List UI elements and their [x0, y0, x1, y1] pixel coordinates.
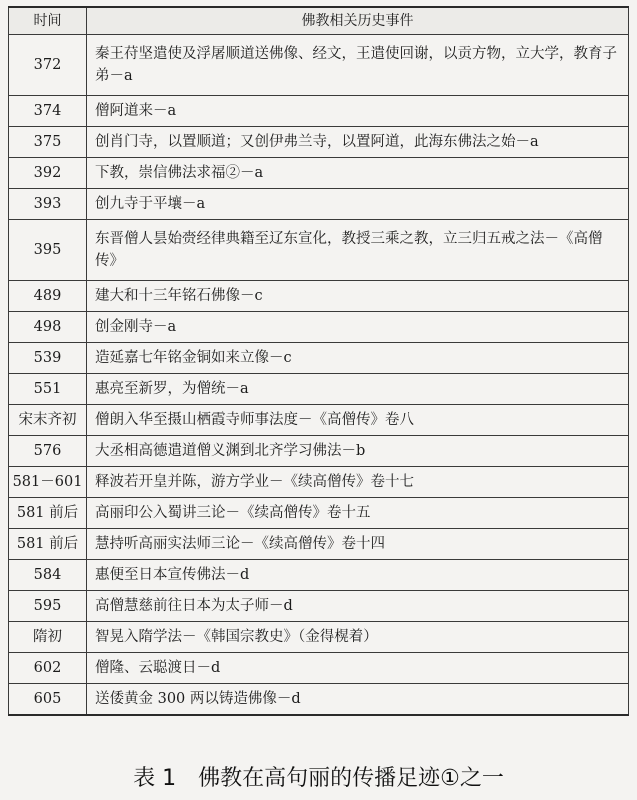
event-cell: 僧阿道来－a — [87, 96, 629, 127]
table-row — [9, 96, 629, 127]
time-cell: 581 前后 — [9, 529, 87, 560]
time-cell: 宋末齐初 — [9, 405, 87, 436]
table-row — [9, 405, 629, 436]
time-cell: 隋初 — [9, 622, 87, 653]
table-row — [9, 374, 629, 405]
table-caption: 表 1 佛教在高句丽的传播足迹①之一 — [133, 766, 504, 791]
event-cell: 大丞相高德遣道僧义渊到北齐学习佛法－b — [87, 436, 629, 467]
table-row — [9, 127, 629, 158]
time-cell: 374 — [9, 96, 87, 127]
buddhism-events-table — [8, 6, 629, 716]
table-row — [9, 467, 629, 498]
event-cell: 惠便至日本宣传佛法－d — [87, 560, 629, 591]
time-cell: 489 — [9, 281, 87, 312]
event-cell: 释波若开皇并陈，游方学业－《续高僧传》卷十七 — [87, 467, 629, 498]
time-cell: 372 — [9, 35, 87, 96]
table-row — [9, 560, 629, 591]
time-cell: 595 — [9, 591, 87, 622]
time-cell: 393 — [9, 189, 87, 220]
time-cell: 576 — [9, 436, 87, 467]
table-row — [9, 498, 629, 529]
table-row — [9, 653, 629, 684]
event-cell: 创肖门寺，以置顺道；又创伊弗兰寺，以置阿道，此海东佛法之始－a — [87, 127, 629, 158]
table-header-row — [9, 7, 629, 35]
event-cell: 惠亮至新罗，为僧统－a — [87, 374, 629, 405]
event-cell: 东晋僧人昙始赍经律典籍至辽东宣化，教授三乘之教，立三归五戒之法－《高僧传》 — [87, 220, 629, 281]
time-cell: 584 — [9, 560, 87, 591]
table-row — [9, 281, 629, 312]
table-row — [9, 220, 629, 281]
time-cell: 498 — [9, 312, 87, 343]
event-cell: 造延嘉七年铭金铜如来立像－c — [87, 343, 629, 374]
event-cell: 僧隆、云聪渡日－d — [87, 653, 629, 684]
event-cell: 创金刚寺－a — [87, 312, 629, 343]
time-cell: 395 — [9, 220, 87, 281]
event-cell: 送倭黄金 300 两以铸造佛像－d — [87, 684, 629, 716]
table-row — [9, 591, 629, 622]
event-cell: 高僧慧慈前往日本为太子师－d — [87, 591, 629, 622]
event-cell: 智晃入隋学法－《韩国宗教史》（金得榥着） — [87, 622, 629, 653]
event-cell: 秦王苻坚遣使及浮屠顺道送佛像、经文，王遣使回谢，以贡方物，立大学，教育子弟－a — [87, 35, 629, 96]
event-cell: 建大和十三年铭石佛像－c — [87, 281, 629, 312]
event-cell: 下教，崇信佛法求福②－a — [87, 158, 629, 189]
table-row — [9, 158, 629, 189]
event-cell: 高丽印公入蜀讲三论－《续高僧传》卷十五 — [87, 498, 629, 529]
table-row — [9, 312, 629, 343]
table-row — [9, 529, 629, 560]
time-cell: 539 — [9, 343, 87, 374]
table-row — [9, 684, 629, 716]
event-cell: 慧持听高丽实法师三论－《续高僧传》卷十四 — [87, 529, 629, 560]
event-column-header: 佛教相关历史事件 — [87, 7, 629, 35]
time-cell: 581－601 — [9, 467, 87, 498]
time-cell: 602 — [9, 653, 87, 684]
event-cell: 僧朗入华至摄山栖霞寺师事法度－《高僧传》卷八 — [87, 405, 629, 436]
time-cell: 551 — [9, 374, 87, 405]
table-row — [9, 343, 629, 374]
time-cell: 581 前后 — [9, 498, 87, 529]
table-row — [9, 436, 629, 467]
time-cell: 375 — [9, 127, 87, 158]
table-row — [9, 189, 629, 220]
time-cell: 605 — [9, 684, 87, 716]
table-row — [9, 35, 629, 96]
table-row — [9, 622, 629, 653]
time-cell: 392 — [9, 158, 87, 189]
time-column-header: 时间 — [9, 7, 87, 35]
event-cell: 创九寺于平壤－a — [87, 189, 629, 220]
table-body — [9, 35, 629, 716]
